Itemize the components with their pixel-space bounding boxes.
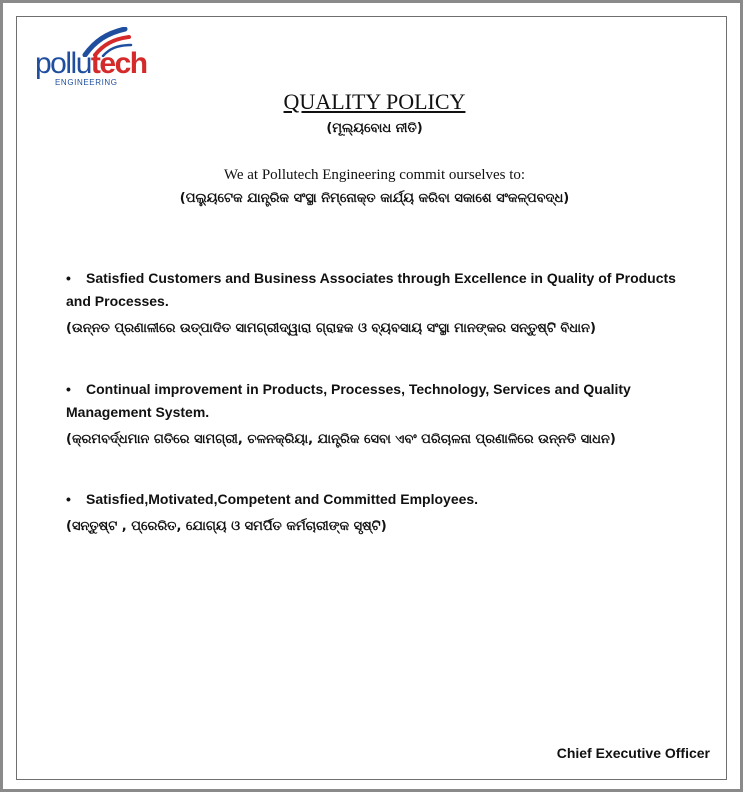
policy-item — [66, 378, 686, 424]
policy-text: Satisfied,Motivated,Competent and Committed Employees. — [86, 491, 479, 507]
policy-text-odia: (ଉନ୍ନତ ପ୍ରଣାଳୀରେ ଉତ୍ପାଦିତ ସାମଗ୍ରୀଦ୍ୱାରା ଗ୍ରାହକ ଓ ବ୍ୟବସାୟ ସଂସ୍ଥା ମାନଙ୍କର ସନ୍ତୁଷ୍ଟି ବିଧାନ) — [66, 321, 596, 336]
page-title: QUALITY POLICY — [283, 89, 466, 114]
intro-text: We at Pollutech Engineering commit ourselves to: — [223, 167, 526, 183]
policy-text: Continual improvement in Products, Processes, Technology, Services and Quality Management System. — [66, 381, 631, 420]
signature-title: Chief Executive Officer — [556, 745, 710, 761]
policy-item — [66, 267, 686, 313]
bullet-icon: • — [66, 381, 71, 397]
company-logo — [35, 25, 145, 91]
logo-subtitle: ENGINEERING — [55, 78, 118, 87]
bullet-icon: • — [66, 491, 71, 507]
page-title-odia: (ମୂଲ୍ୟବୋଧ ନୀତି) — [326, 121, 423, 136]
policy-item — [66, 488, 686, 511]
policy-text-odia: (କ୍ରମବର୍ଦ୍ଧମାନ ଗତିରେ ସାମଗ୍ରୀ, ଚଳନକ୍ରିୟା, ଯାନ୍ତ୍ରିକ ସେବା ଏବଂ ପରିଚାଳନା ପ୍ରଣାଳିରେ ଉନ୍ନତି ସାଧନ) — [66, 432, 616, 447]
logo-wordmark: pollutech — [35, 47, 147, 80]
bullet-icon: • — [66, 270, 71, 286]
policy-text-odia: (ସନ୍ତୁଷ୍ଟ , ପ୍ରେରିତ, ଯୋଗ୍ୟ ଓ ସମର୍ପିତ କର୍ମଚାରୀଙ୍କ ସୃଷ୍ଟି) — [66, 519, 387, 534]
policy-text: Satisfied Customers and Business Associates through Excellence in Quality of Products and Processes. — [66, 270, 676, 309]
intro-text-odia: (ପଲ୍ୟୁଟେକ ଯାନ୍ତ୍ରିକ ସଂସ୍ଥା ନିମ୍ନୋକ୍ତ କାର୍ଯ୍ୟ କରିବା ସକାଶେ ସଂକଳ୍ପବଦ୍ଧ) — [179, 191, 570, 206]
